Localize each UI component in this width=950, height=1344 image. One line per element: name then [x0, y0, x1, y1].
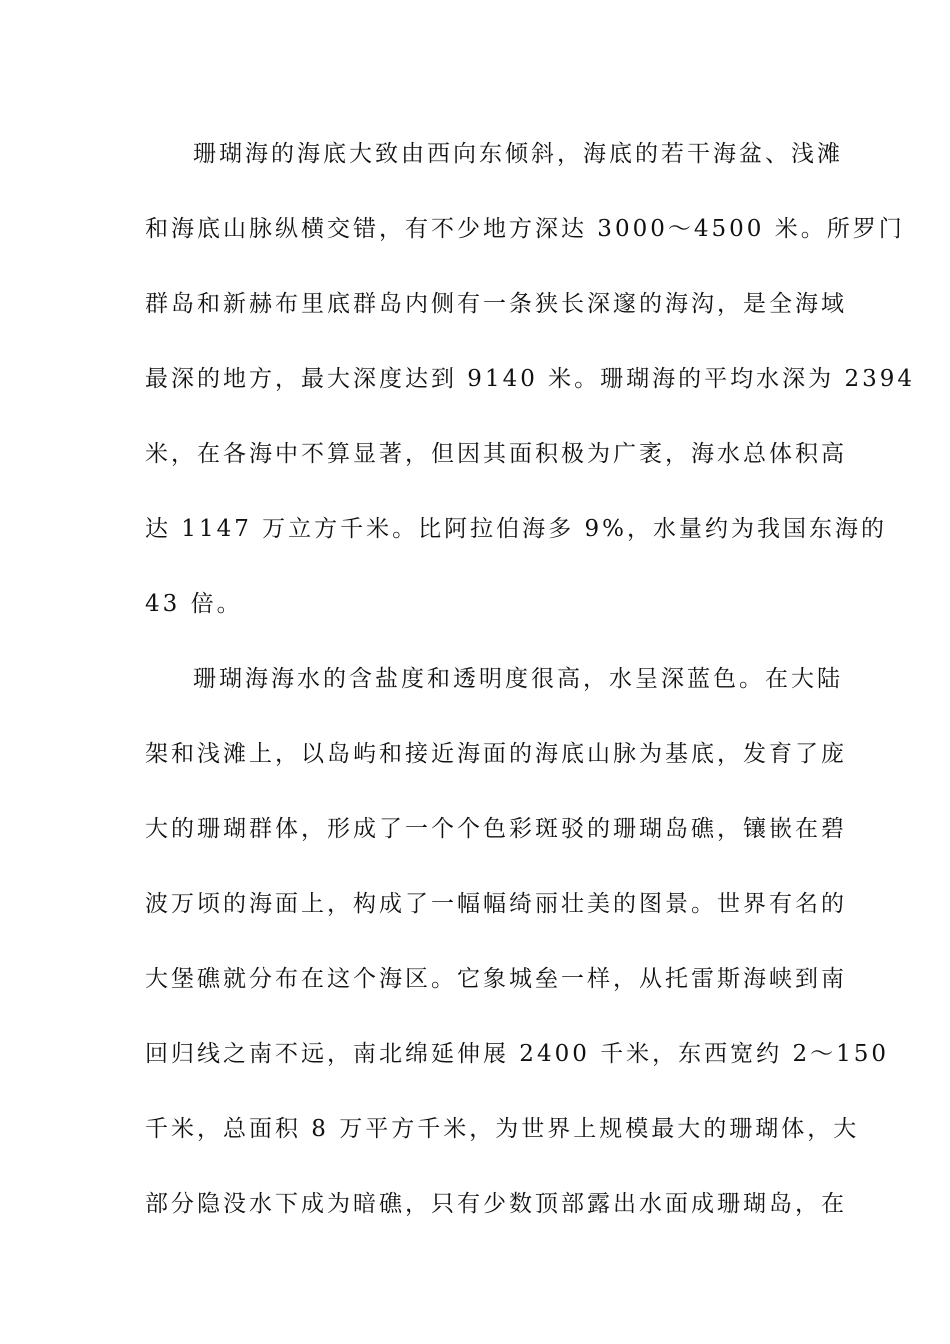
text-line: 波万顷的海面上，构成了一幅幅绮丽壮美的图景。世界有名的 — [145, 891, 847, 917]
text-line: 达 1147 万立方千米。比阿拉伯海多 9%，水量约为我国东海的 — [145, 516, 887, 542]
text-line: 43 倍。 — [145, 591, 243, 617]
text-line: 和海底山脉纵横交错，有不少地方深达 3000～4500 米。所罗门 — [145, 216, 905, 242]
text-line: 回归线之南不远，南北绵延伸展 2400 千米，东西宽约 2～150 — [145, 1041, 889, 1067]
paragraph-seafloor — [145, 126, 915, 651]
text-line: 珊瑚海的海底大致由西向东倾斜，海底的若干海盆、浅滩 — [193, 141, 843, 167]
text-line: 最深的地方，最大深度达到 9140 米。珊瑚海的平均水深为 2394 — [145, 366, 915, 392]
text-line: 千米，总面积 8 万平方千米，为世界上规模最大的珊瑚体，大 — [145, 1116, 860, 1142]
text-line: 大堡礁就分布在这个海区。它象城垒一样，从托雷斯海峡到南 — [145, 966, 847, 992]
paragraph-coral-reef — [145, 651, 889, 1251]
text-line: 珊瑚海海水的含盐度和透明度很高，水呈深蓝色。在大陆 — [193, 666, 843, 692]
text-line: 部分隐没水下成为暗礁，只有少数顶部露出水面成珊瑚岛，在 — [145, 1191, 847, 1217]
body-text — [145, 126, 915, 1251]
text-line: 架和浅滩上，以岛屿和接近海面的海底山脉为基底，发育了庞 — [145, 741, 847, 767]
text-line: 米，在各海中不算显著，但因其面积极为广袤，海水总体积高 — [145, 441, 847, 467]
text-line: 群岛和新赫布里底群岛内侧有一条狭长深邃的海沟，是全海域 — [145, 291, 847, 317]
text-line: 大的珊瑚群体，形成了一个个色彩斑驳的珊瑚岛礁，镶嵌在碧 — [145, 816, 847, 842]
